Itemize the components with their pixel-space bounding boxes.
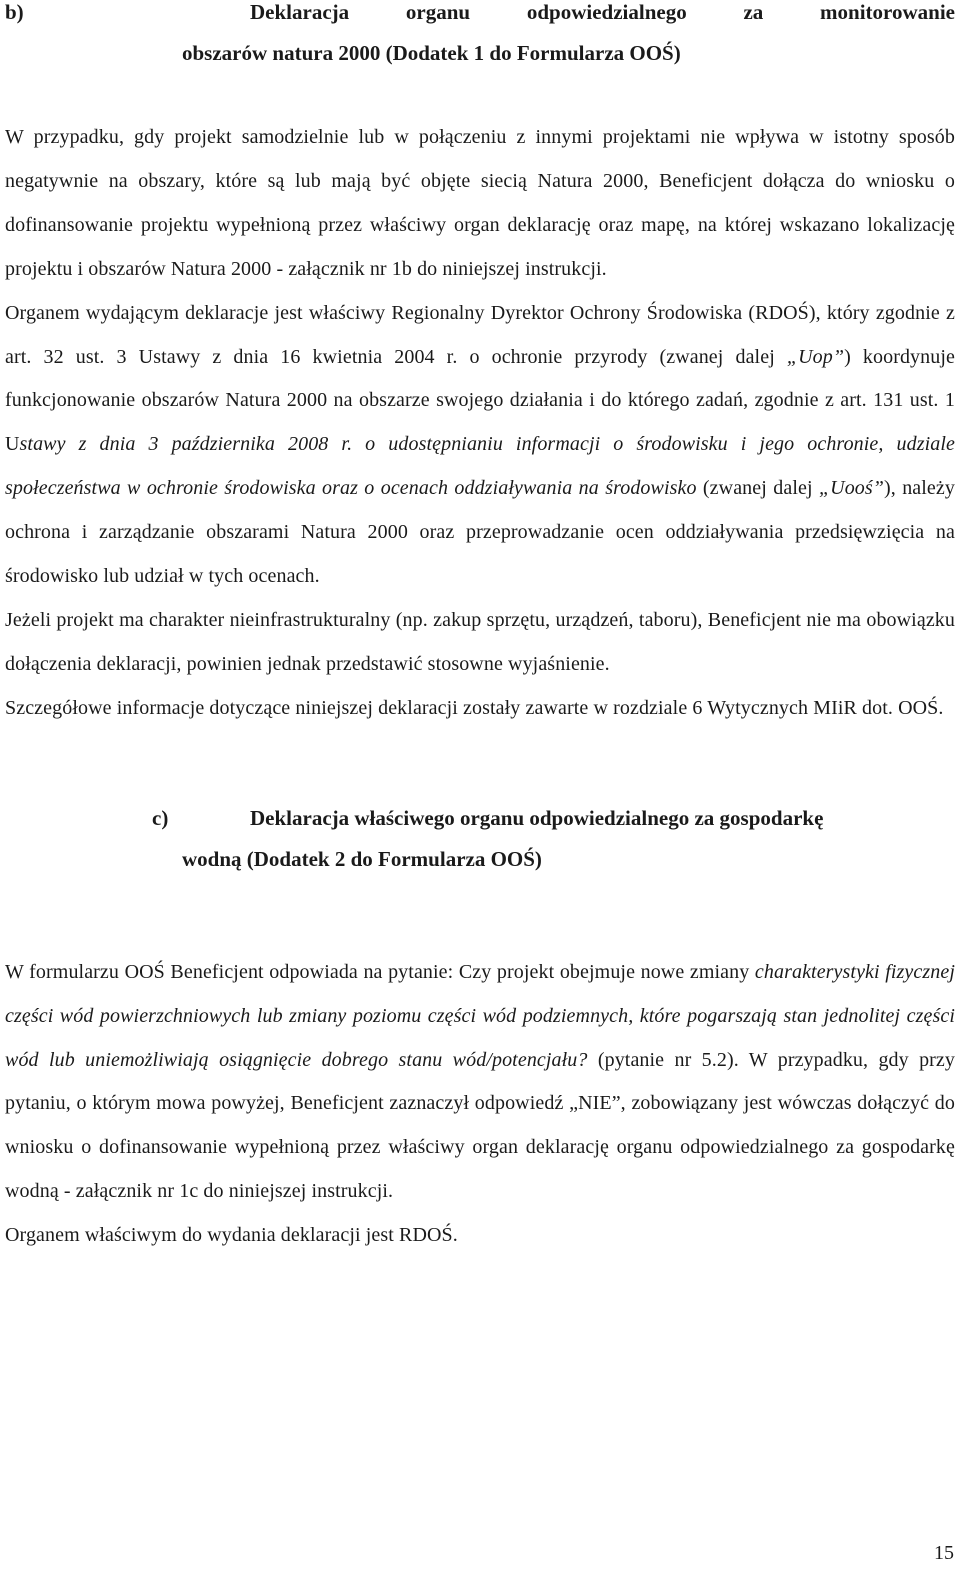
abbr-uoos: „Uooś” <box>818 477 885 500</box>
section-c-letter: c) <box>152 805 169 830</box>
paragraph-natura-declaration: W przypadku, gdy projekt samodzielnie lub w połączeniu z innymi projektami nie wpływa w istotny sposób negatywnie na obszary, które są lub mają być objęte siecią Natura 2000, Beneficjent dołącza do wniosku o dofinansowanie projektu wypełnioną przez właściwy organ deklarację oraz mapę, na której wskazano lokalizację projektu i obszarów Natura 2000 - załącznik nr 1b do niniejszej instrukcji. <box>5 126 955 280</box>
section-b-letter: b) <box>5 0 24 24</box>
document-page <box>5 0 955 1258</box>
section-c-title-line1: Deklaracja właściwego organu odpowiedzialnego za gospodarkę <box>250 805 824 830</box>
paragraph-guidelines: Szczegółowe informacje dotyczące niniejszej deklaracji zostały zawarte w rozdziale 6 Wytycznych MIiR dot. OOŚ. <box>5 696 944 719</box>
section-b-title-line1: Deklaracja organu odpowiedzialnego za monitorowanie <box>250 0 955 24</box>
abbr-uop: „Uop” <box>786 345 845 368</box>
section-b-heading <box>5 0 955 74</box>
section-c-heading <box>5 798 955 880</box>
section-c-title-line2: wodną (Dodatek 2 do Formularza OOŚ) <box>182 846 542 871</box>
paragraph-water-declaration: W formularzu OOŚ Beneficjent odpowiada na pytanie: Czy projekt obejmuje nowe zmiany charakterystyki fizycznej części wód powierzchniowych lub zmiany poziomu części wód podziemnych, które pogarszają stan jednolitej części wód lub uniemożliwiają osiągnięcie dobrego stanu wód/potencjału? (pytanie nr 5.2). W przypadku, gdy przy pytaniu, o którym mowa powyżej, Beneficjent zaznaczył odpowiedź „NIE”, zobowiązany jest wówczas dołączyć do wniosku o dofinansowanie wypełnioną przez właściwy organ deklarację organu odpowiedzialnego za gospodarkę wodną - załącznik nr 1c do niniejszej instrukcji. <box>5 960 956 1203</box>
paragraph-rdos-authority: Organem wydającym deklaracje jest właściwy Regionalny Dyrektor Ochrony Środowiska (RDOŚ), który zgodnie z art. 32 ust. 3 Ustawy z dnia 16 kwietnia 2004 r. o ochronie przyrody (zwanej dalej „Uop”) koordynuje funkcjonowanie obszarów Natura 2000 na obszarze swojego działania i do którego zadań, zgodnie z art. 131 ust. 1 Ustawy z dnia 3 października 2008 r. o udostępnianiu informacji o środowisku i jego ochronie, udziale społeczeństwa w ochronie środowiska oraz o ocenach oddziaływania na środowisko (zwanej dalej „Uooś”), należy ochrona i zarządzanie obszarami Natura 2000 oraz przeprowadzanie ocen oddziaływania przedsięwzięcia na środowisko lub udział w tych ocenach. <box>5 301 955 588</box>
section-b-title-line2: obszarów natura 2000 (Dodatek 1 do Formularza OOŚ) <box>182 41 681 65</box>
paragraph-competent-authority: Organem właściwym do wydania deklaracji jest RDOŚ. <box>5 1224 458 1247</box>
act-title-italic: stawy z dnia 3 października 2008 r. o udostępnianiu informacji o środowisku i jego ochronie, udziale społeczeństwa w ochronie środowiska oraz o ocenach oddziaływania na środowisko <box>5 433 955 500</box>
page-number: 15 <box>934 1542 954 1564</box>
question-italic: charakterystyki fizycznej części wód powierzchniowych lub zmiany poziomu części wód podziemnych, które pogarszają stan jednolitej części wód lub uniemożliwiają osiągnięcie dobrego stanu wód/potencjału? <box>5 960 956 1071</box>
paragraph-non-infrastructure: Jeżeli projekt ma charakter nieinfrastrukturalny (np. zakup sprzętu, urządzeń, taboru), Beneficjent nie ma obowiązku dołączenia deklaracji, powinien jednak przedstawić stosowne wyjaśnienie. <box>5 608 955 675</box>
